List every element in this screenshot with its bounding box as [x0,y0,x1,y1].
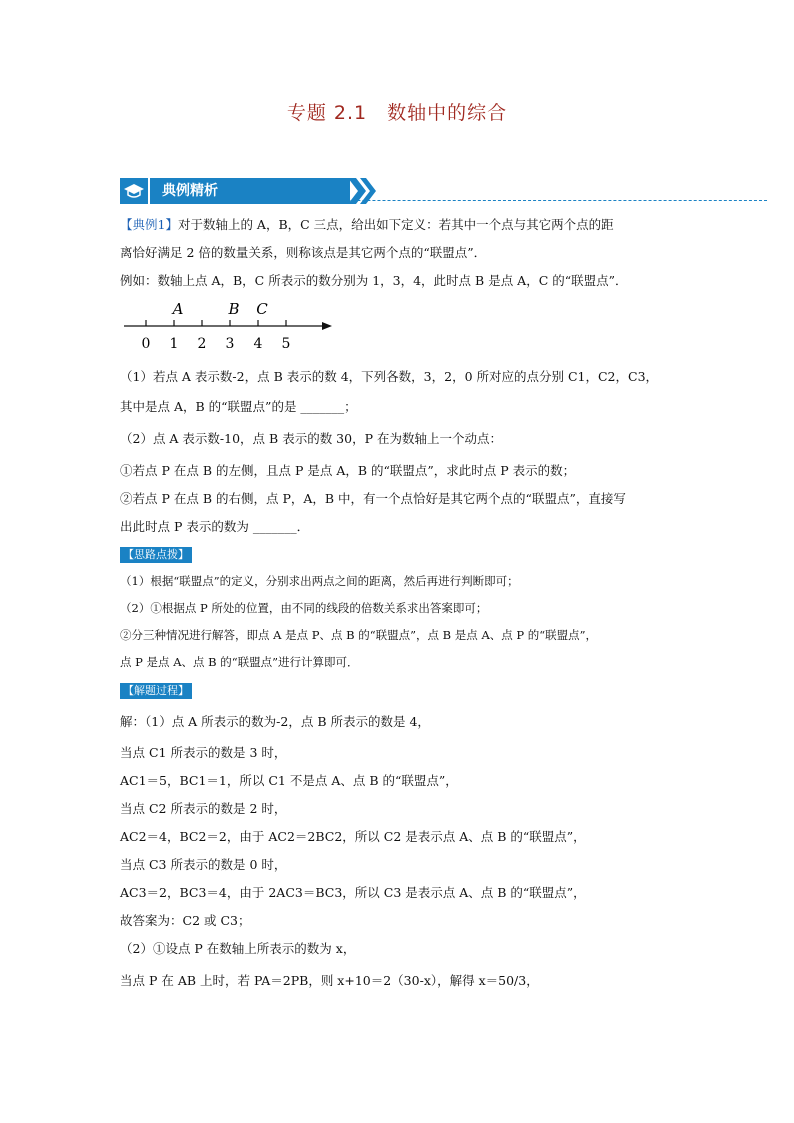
problem-line-3: 例如：数轴上点 A，B，C 所表示的数分别为 1，3，4，此时点 B 是点 A，C 的“联盟点”． [120,273,628,288]
graduation-cap-icon [120,178,148,204]
point-label: A [172,300,184,318]
text: 对于数轴上的 A，B，C 三点，给出如下定义：若其中一个点与其它两个点的距 [177,217,614,232]
question-line: 其中是点 A，B 的“联盟点”的是 _______； [120,399,357,414]
hint-line: （1）根据“联盟点”的定义，分别求出两点之间的距离，然后再进行判断即可； [120,574,519,588]
tick-label: 5 [281,336,291,352]
tick-label: 0 [141,336,151,352]
question-line: （1）若点 A 表示数-2，点 B 表示的数 4，下列各数，3，2，0 所对应的点分别 C1，C2，C3， [120,369,659,384]
hint-tag: 【思路点拨】 [120,547,192,563]
question-line: 出此时点 P 表示的数为 _______． [120,519,310,534]
solution-line: （2）①设点 P 在数轴上所表示的数为 x， [120,941,356,956]
example-tag: 【典例1】 [120,217,178,232]
question-line: ①若点 P 在点 B 的左侧，且点 P 是点 A，B 的“联盟点”，求此时点 P 表示的数； [120,463,576,478]
solution-line: 当点 P 在 AB 上时，若 PA＝2PB，则 x+10＝2（30-x），解得 x＝50/3， [120,973,539,988]
page-title: 专题 2.1 数轴中的综合 [286,102,508,124]
hint-line: 点 P 是点 A、点 B 的“联盟点”进行计算即可． [120,655,359,669]
point-label: C [256,300,268,318]
problem-line-2: 离恰好满足 2 倍的数量关系，则称该点是其它两个点的“联盟点”． [120,245,487,260]
divider [262,200,767,201]
banner-label: 典例精析 [150,178,350,204]
problem-line-1 [120,216,614,234]
tick-label: 3 [225,336,235,352]
question-line: （2）点 A 表示数-10，点 B 表示的数 30，P 在为数轴上一个动点： [120,431,502,446]
tick-label: 1 [169,336,179,352]
solution-tag: 【解题过程】 [120,683,192,699]
hint-line: （2）①根据点 P 所处的位置，由不同的线段的倍数关系求出答案即可； [120,601,488,615]
point-label: B [228,300,240,318]
solution-line: 解：（1）点 A 所表示的数为-2，点 B 所表示的数是 4， [120,714,430,729]
tick-label: 4 [253,336,263,352]
tick-label: 2 [197,336,207,352]
question-line: ②若点 P 在点 B 的右侧，点 P，A，B 中，有一个点恰好是其它两个点的“联盟点”，直接写 [120,491,626,506]
number-line [120,296,340,352]
solution-line: AC1＝5，BC1＝1，所以 C1 不是点 A、点 B 的“联盟点”， [120,773,458,788]
solution-line: 当点 C1 所表示的数是 3 时， [120,745,287,760]
solution-line: 当点 C2 所表示的数是 2 时， [120,801,287,816]
hint-line: ②分三种情况进行解答，即点 A 是点 P、点 B 的“联盟点”，点 B 是点 A、点 P 的“联盟点”， [120,628,598,642]
solution-line: 当点 C3 所表示的数是 0 时， [120,857,287,872]
solution-line: 故答案为：C2 或 C3； [120,913,251,928]
solution-line: AC3＝2，BC3＝4，由于 2AC3＝BC3，所以 C3 是表示点 A、点 B 的“联盟点”， [120,885,586,900]
solution-line: AC2＝4，BC2＝2，由于 AC2＝2BC2，所以 C2 是表示点 A、点 B 的“联盟点”， [120,829,586,844]
